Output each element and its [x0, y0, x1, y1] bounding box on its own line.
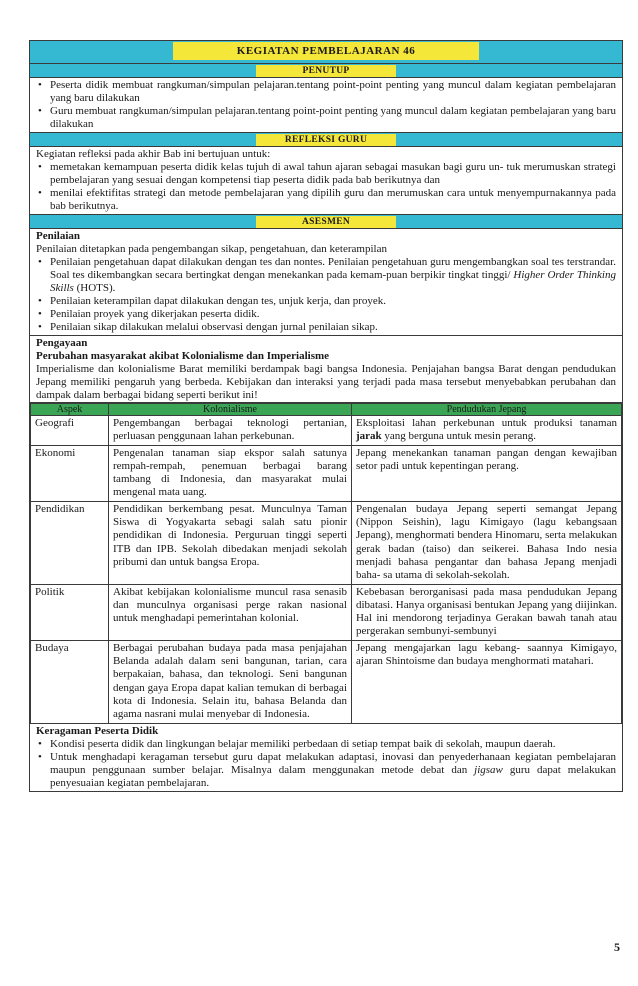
list-item: • Peserta didik membuat rangkuman/simpulan pelajaran.tentang point-point penting yang muncul dalam kegiatan pembelajaran yang baru dilakukan	[50, 79, 616, 105]
header-aspek: Aspek	[31, 404, 109, 416]
penutup-list	[36, 79, 616, 131]
pengayaan-subtitle: Perubahan masyarakat akibat Kolonialisme dan Imperialisme	[36, 350, 330, 362]
item-text: Untuk menghadapi keragaman tersebut guru dapat melakukan adaptasi, inovasi dan penyederhanaan kegiatan pembelajaran maupun penggunaan sumber belajar. Misalnya dalam menggunakan metode debat dan	[50, 750, 616, 776]
jigsaw-italic: jigsaw	[474, 763, 503, 776]
row-aspek: Pendidikan	[31, 501, 109, 584]
hots-italic: Higher Order Thinking Skills	[50, 269, 616, 294]
item-text-end: (HOTS).	[73, 282, 116, 294]
table-row	[31, 640, 622, 723]
row-jepang: Pengenalan budaya Jepang seperti semangat Jepang (Nippon Seishin), lagu Kimigayo (lagu kebangsaan Jepang), menghormati bendera Hinomaru, serta melakukan gerak badan (taiso) dan seikerei. Bahasa Indo nesia menjadi bahasa pengantar dan bahasa Jepang menjadi baha- sa utama di sekolah-sekolah.	[352, 501, 622, 584]
refleksi-header	[30, 133, 622, 147]
row-kolonialisme: Pengenalan tanaman siap ekspor salah satunya rempah-rempah, penemuan berbagai barang tambang di Indonesia, dan masyarakat mulai mengenal mata uang.	[109, 445, 352, 501]
list-item	[50, 751, 616, 790]
row-aspek: Geografi	[31, 416, 109, 446]
row-jepang: Jepang menekankan tanaman pangan dengan kewajiban setor padi untuk kepentingan perang.	[352, 445, 622, 501]
table-header-row	[31, 404, 622, 416]
list-item: • memetakan kemampuan peserta didik kelas tujuh di awal tahun ajaran sebagai masukan bagi guru un- tuk merumuskan strategi pembelajaran yang sesuai dengan kompetensi tiap peserta didik pada bab berikutnya dan	[50, 161, 616, 187]
penilaian-title: Penilaian	[36, 230, 81, 242]
list-item: • Guru membuat rangkuman/simpulan pelajaran.tentang point-point penting yang muncul dalam kegiatan pembelajaran yang baru dilakukan	[50, 105, 616, 131]
lesson-sheet	[29, 40, 623, 792]
jarak-bold: jarak	[356, 430, 382, 443]
keragaman-list	[36, 738, 616, 790]
penutup-section	[30, 78, 622, 133]
table-row	[31, 416, 622, 446]
page-title: KEGIATAN PEMBELAJARAN 46	[173, 42, 479, 60]
list-item: • Penilaian proyek yang dikerjakan peserta didik.	[50, 308, 616, 321]
pengayaan-intro: Imperialisme dan kolonialisme Barat memiliki berdampak bagi bangsa Indonesia. Penjajahan bangsa Barat dengan pendudukan Jepang memiliki pengaruh yang berbeda. Kebijakan dan interaksi yang terjadi pada masa tersebut menyebabkan perubahan dan dampak dalam berbagai bidang seperti berikut ini!	[36, 363, 616, 401]
table-row	[31, 501, 622, 584]
row-aspek: Politik	[31, 584, 109, 640]
pengayaan-section	[30, 336, 622, 403]
refleksi-section	[30, 147, 622, 215]
penutup-header	[30, 64, 622, 78]
asesmen-heading: ASESMEN	[256, 216, 396, 228]
item-text: Penilaian pengetahuan dapat dilakukan dengan tes dan nontes. Penilaian pengetahuan guru mengembangkan soal tes terstrandar. Soal tes dikembangkan secara bertingkat dengan menekankan pada kemam-puan berpikir tingkat tinggi/	[50, 256, 616, 281]
refleksi-list	[36, 161, 616, 213]
pengayaan-title: Pengayaan	[36, 337, 88, 349]
cell-text: Eksploitasi lahan perkebunan untuk produksi tanaman	[356, 417, 617, 429]
list-item	[50, 256, 616, 295]
list-item: • Penilaian keterampilan dapat dilakukan dengan tes, unjuk kerja, dan proyek.	[50, 295, 616, 308]
cell-text-end: yang berguna untuk mesin perang.	[381, 430, 537, 443]
comparison-table	[30, 403, 622, 724]
table-row	[31, 584, 622, 640]
row-jepang	[352, 416, 622, 446]
row-kolonialisme: Pengembangan berbagai teknologi pertanian, perluasan penggunaan lahan perkebunan.	[109, 416, 352, 446]
row-aspek: Ekonomi	[31, 445, 109, 501]
page-number: 5	[614, 940, 620, 954]
row-kolonialisme: Pendidikan berkembang pesat. Munculnya Taman Siswa di Yogyakarta sebagi salah satu pionir pendidikan di Indonesia. Perguruan tinggi seperti ITB dan IPB. Sekolah dibedakan menjadi sekolah pribumi dan untuk bangsa Eropa.	[109, 501, 352, 584]
row-aspek: Budaya	[31, 640, 109, 723]
row-jepang: Jepang mengajarkan lagu kebang- saannya Kimigayo, ajaran Shintoisme dan budaya menghormati matahari.	[352, 640, 622, 723]
asesmen-section	[30, 229, 622, 336]
refleksi-heading: REFLEKSI GURU	[256, 134, 396, 146]
asesmen-header	[30, 215, 622, 229]
list-item: • menilai efektifitas strategi dan metode pembelajaran yang dipilih guru dan merumuskan cara untuk menyempurnakannya pada bab berikutnya.	[50, 187, 616, 213]
row-kolonialisme: Berbagai perubahan budaya pada masa penjajahan Belanda adalah dalam seni bangunan, tarian, cara berpakaian, bahasa, dan teknologi. Seni bangunan dengan gaya Eropa dapat kalian temukan di berbagai kota di Indonesia. Selain itu, bahasa Belanda dan agama nasrani mulai menyebar di Indonesia.	[109, 640, 352, 723]
header-kolonialisme: Kolonialisme	[109, 404, 352, 416]
keragaman-title: Keragaman Peserta Didik	[36, 724, 159, 737]
refleksi-intro: Kegiatan refleksi pada akhir Bab ini bertujuan untuk:	[36, 148, 271, 160]
keragaman-section	[30, 724, 622, 791]
header-jepang: Pendudukan Jepang	[352, 404, 622, 416]
penutup-heading: PENUTUP	[256, 65, 396, 77]
table-row	[31, 445, 622, 501]
row-kolonialisme: Akibat kebijakan kolonialisme muncul rasa senasib dan munculnya organisasi perge rakan nasional untuk menghadapi pemerintahan kolonial.	[109, 584, 352, 640]
penilaian-intro: Penilaian ditetapkan pada pengembangan sikap, pengetahuan, dan keterampilan	[36, 243, 387, 255]
item-text-end: guru dapat melakukan penyesuaian kegiatan pembelajaran.	[50, 763, 616, 789]
list-item: • Kondisi peserta didik dan lingkungan belajar memiliki perbedaan di setiap tempat baik di sekolah, maupun daerah.	[50, 738, 616, 751]
row-jepang: Kebebasan berorganisasi pada masa pendudukan Jepang dibatasi. Hanya organisasi bentukan Jepang yang diijinkan. Hal ini mendorong terjadinya Gerakan bawah tanah atau pergerakan sembunyi-sembunyi	[352, 584, 622, 640]
title-bar	[30, 41, 622, 64]
penilaian-list	[36, 256, 616, 334]
list-item: • Penilaian sikap dilakukan melalui observasi dengan jurnal penilaian sikap.	[50, 321, 616, 334]
